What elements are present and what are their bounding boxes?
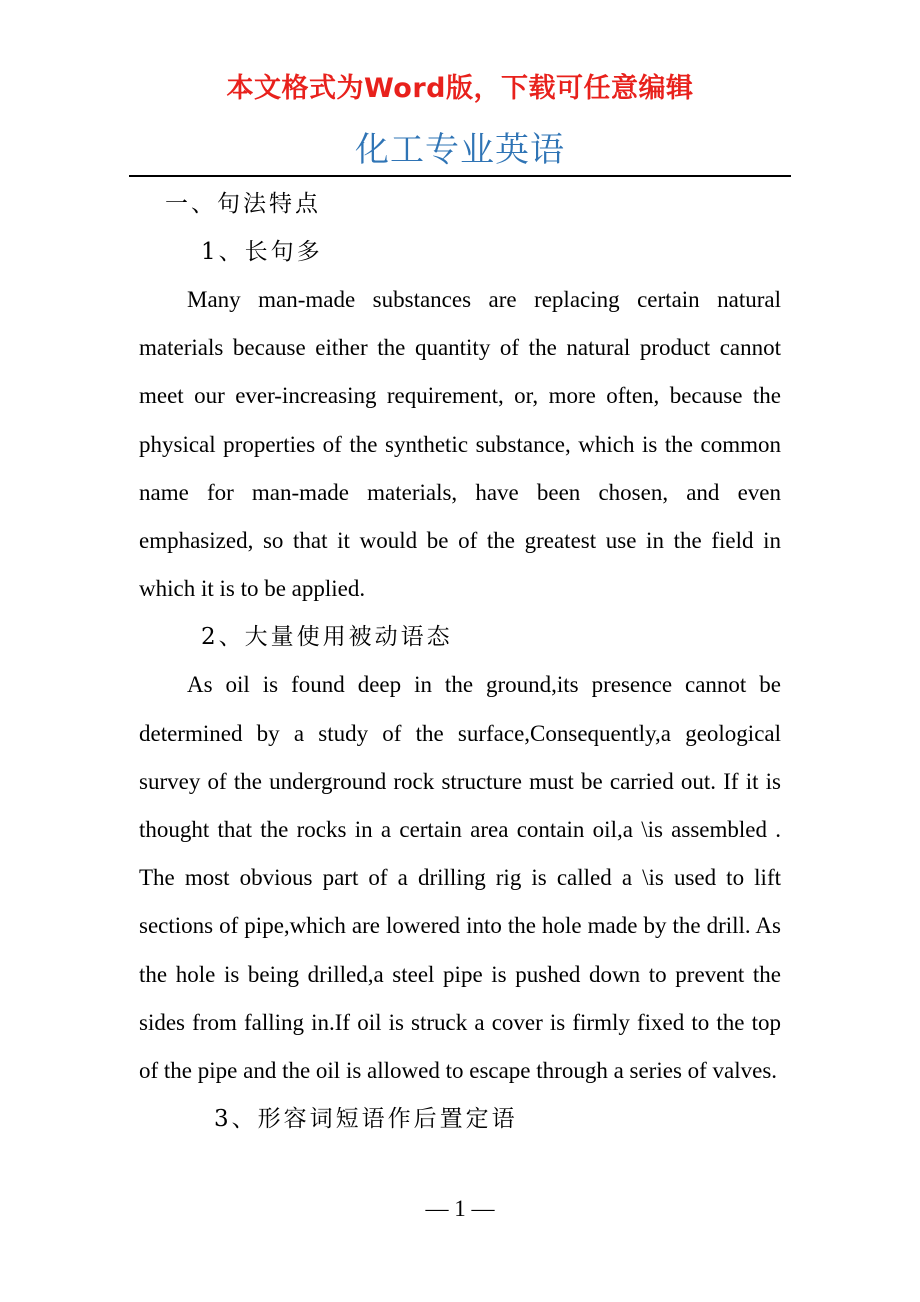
download-banner: 本文格式为Word版，下载可任意编辑: [226, 73, 694, 104]
subheading-adjective-postmodifier: 3、形容词短语作后置定语: [214, 1106, 518, 1133]
subheading-passive-voice: 2、大量使用被动语态: [201, 624, 453, 651]
title-divider: [129, 175, 791, 177]
section-heading-syntax-features: 一、句法特点: [165, 191, 321, 217]
document-title: 化工专业英语: [355, 130, 565, 170]
subheading-long-sentences: 1、长句多: [201, 239, 323, 265]
page-number: — 1 —: [425, 1196, 495, 1221]
paragraph-passive-voice-example: As oil is found deep in the ground,its presence cannot be determined by a study of the surface,Consequently,a geological survey of the underground rock structure must be carried out. If it is thought that the rocks in a certain area contain oil,a \is assembled . The most obvious part of a drilling rig is called a \is used to lift sections of pipe,which are lowered into the hole made by the drill. As the hole is being drilled,a steel pipe is pushed down to prevent the sides from falling in.If oil is struck a cover is firmly fixed to the top of the pipe and the oil is allowed to escape through a series of valves.: [139, 672, 781, 1084]
document-body: [139, 180, 781, 1143]
paragraph-long-sentence-example: Many man-made substances are replacing certain natural materials because either the quantity of the natural product cannot meet our ever-increasing requirement, or, more often, because the physical properties of the synthetic substance, which is the common name for man-made materials, have been chosen, and even emphasized, so that it would be of the greatest use in the field in which it is to be applied.: [139, 287, 781, 602]
